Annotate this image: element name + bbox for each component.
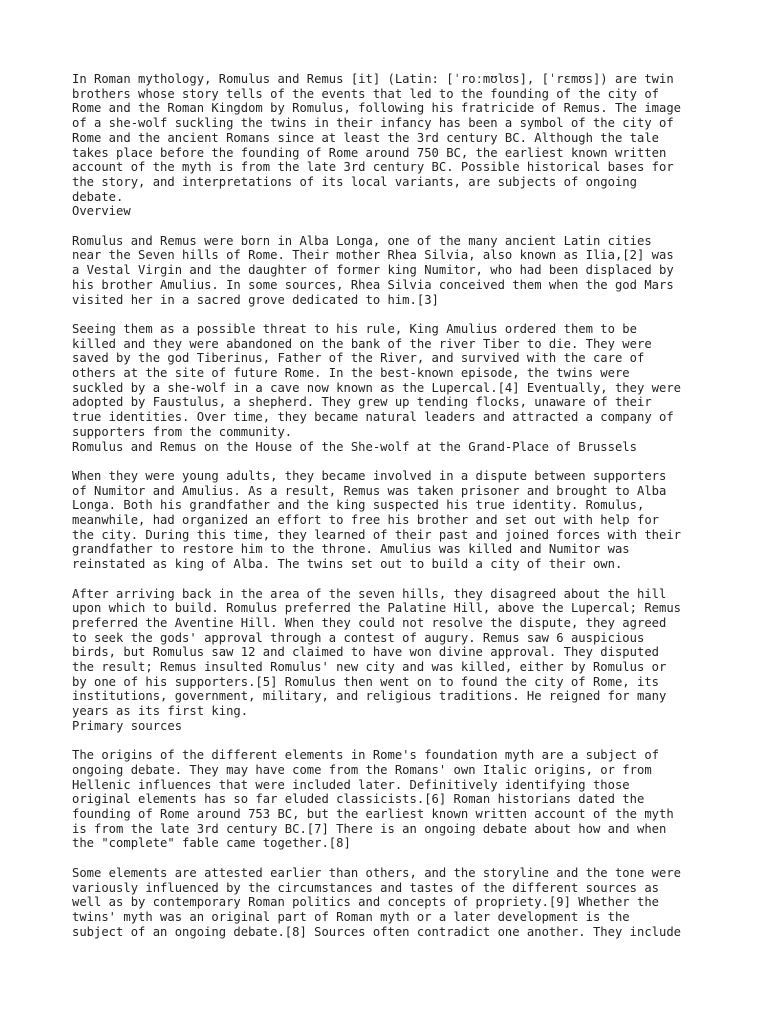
paragraph-threat: Seeing them as a possible threat to his rule, King Amulius ordered them to be killed and they were abandoned on the bank of the river Tiber to die. They were saved by the god Tiberinus, Father of the River, and survived with the care of others at the site of future Rome. In the best-known episode, the twins were suckled by a she-wolf in a cave now known as the Lupercal.[4] Eventually, they were adopted by Faustulus, a shepherd. They grew up tending flocks, unaware of their true identities. Over time, they became natural leaders and attracted a company of supporters from the community. <box>72 321 682 439</box>
paragraph-hills: After arriving back in the area of the seven hills, they disagreed about the hill upon which to build. Romulus preferred the Palatine Hill, above the Lupercal; Remus preferred the Aventine Hill. When they could not resolve the dispute, they agreed to seek the gods' approval through a contest of augury. Remus saw 6 auspicious birds, but Romulus saw 12 and claimed to have won divine approval. They disputed the result; Remus insulted Romulus' new city and was killed, either by Romulus or by one of his supporters.[5] Romulus then went on to found the city of Rome, its institutions, government, military, and religious traditions. He reigned for many years as its first king. <box>72 586 682 719</box>
paragraph-origins: The origins of the different elements in Rome's foundation myth are a subject of ongoing debate. They may have come from the Romans' own Italic origins, or from Hellenic influences that were included later. Definitively identifying those original elements has so far eluded classicists.[6] Roman historians dated the founding of Rome around 753 BC, but the earliest known written account of the myth is from the late 3rd century BC.[7] There is an ongoing debate about how and when the "complete" fable came together.[8] <box>72 748 674 851</box>
paragraph-gap <box>72 307 712 322</box>
paragraph-gap <box>72 454 712 469</box>
intro-paragraph: In Roman mythology, Romulus and Remus [it] (Latin: [ˈroːmʊlʊs], [ˈrɛmʊs]) are twin brothers whose story tells of the events that led to the founding of the city of Rome and the Roman Kingdom by Romulus, following his fratricide of Remus. The image of a she-wolf suckling the twins in their infancy has been a symbol of the city of Rome and the ancient Romans since at least the 3rd century BC. Although the tale takes place before the founding of Rome around 750 BC, the earliest known written account of the myth is from the late 3rd century BC. Possible historical bases for the story, and interpretations of its local variants, are subjects of ongoing debate. <box>72 72 682 204</box>
paragraph-gap <box>72 219 712 234</box>
paragraph-birth: Romulus and Remus were born in Alba Longa, one of the many ancient Latin cities near the Seven hills of Rome. Their mother Rhea Silvia, also known as Ilia,[2] was a Vestal Virgin and the daughter of former king Numitor, who had been displaced by his brother Amulius. In some sources, Rhea Silvia conceived them when the god Mars visited her in a sacred grove dedicated to him.[3] <box>72 233 674 307</box>
document-body <box>72 72 712 939</box>
section-heading-overview: Overview <box>72 204 131 219</box>
paragraph-gap <box>72 572 712 587</box>
paragraph-elements: Some elements are attested earlier than others, and the storyline and the tone were variously influenced by the circumstances and tastes of the different sources as well as by contemporary Roman politics and concepts of propriety.[9] Whether the twins' myth was an original part of Roman myth or a later development is the subject of an ongoing debate.[8] Sources often contradict one another. They include <box>72 865 682 939</box>
paragraph-gap <box>72 734 712 749</box>
paragraph-dispute: When they were young adults, they became involved in a dispute between supporters of Numitor and Amulius. As a result, Remus was taken prisoner and brought to Alba Longa. Both his grandfather and the king suspected his true identity. Romulus, meanwhile, had organized an effort to free his brother and set out with help for the city. During this time, they learned of their past and joined forces with their grandfather to restore him to the throne. Amulius was killed and Numitor was reinstated as king of Alba. The twins set out to build a city of their own. <box>72 468 682 572</box>
image-caption-brussels: Romulus and Remus on the House of the She-wolf at the Grand-Place of Brussels <box>72 439 637 454</box>
paragraph-gap <box>72 851 712 866</box>
section-heading-primary-sources: Primary sources <box>72 718 183 733</box>
